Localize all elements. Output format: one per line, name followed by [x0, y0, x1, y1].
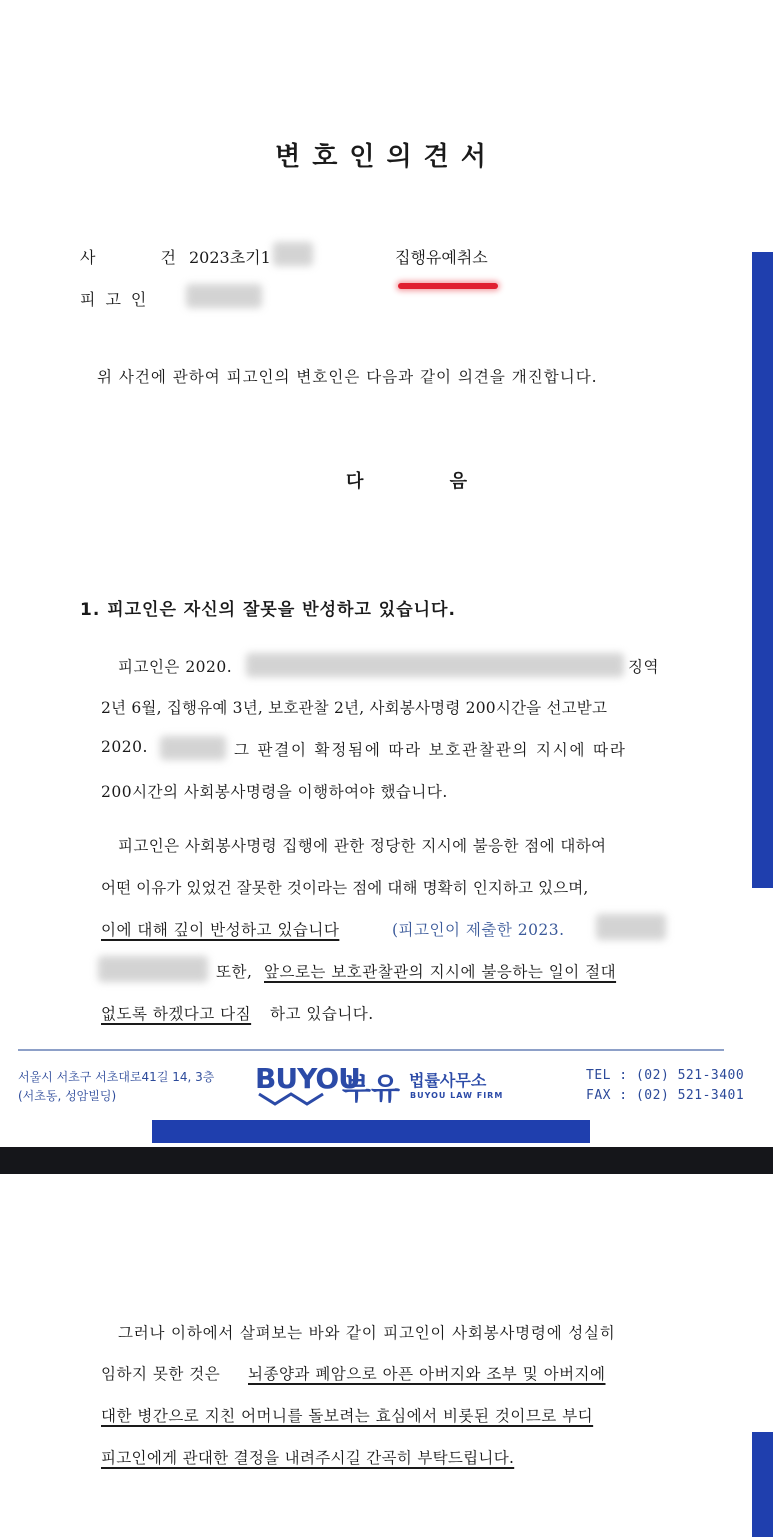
redaction-blur	[98, 956, 208, 982]
case-type: 집행유예취소	[395, 248, 488, 267]
next-heading: 다 음	[345, 471, 508, 492]
footer-rule	[18, 1049, 724, 1051]
case-label: 사 건	[80, 248, 206, 267]
logo-swoosh-icon	[257, 1092, 327, 1106]
p2-line5b: 하고 있습니다.	[270, 1005, 374, 1023]
p2-line4b: 앞으로는 보호관찰관의 지시에 불응하는 일이 절대	[264, 963, 617, 981]
p3-line2a: 임하지 못한 것은	[101, 1365, 221, 1383]
footer-fax: FAX : (02) 521-3401	[586, 1088, 745, 1103]
page-divider	[0, 1147, 773, 1174]
footer-tel: TEL : (02) 521-3400	[586, 1068, 745, 1083]
intro-sentence: 위 사건에 관하여 피고인의 변호인은 다음과 같이 의견을 개진합니다.	[97, 368, 598, 386]
logo-korean: 부유	[342, 1072, 400, 1107]
redaction-blur	[160, 736, 226, 760]
redaction-blur	[246, 653, 624, 677]
p1-line1b: 징역	[628, 658, 659, 676]
side-blue-bar	[752, 252, 773, 888]
redaction-blur	[596, 914, 666, 940]
logo-latin-text: BUYOU	[255, 1062, 360, 1095]
p2-line1: 피고인은 사회봉사명령 집행에 관한 정당한 지시에 불응한 점에 대하여	[118, 837, 607, 855]
redaction-blur	[273, 242, 313, 266]
document-title: 변호인의견서	[275, 142, 498, 172]
footer-blue-band	[152, 1120, 590, 1143]
red-highlight-mark	[398, 283, 498, 289]
p3-line4: 피고인에게 관대한 결정을 내려주시길 간곡히 부탁드립니다.	[101, 1449, 515, 1467]
section-heading: 1. 피고인은 자신의 잘못을 반성하고 있습니다.	[80, 600, 456, 620]
redaction-blur	[186, 284, 262, 308]
p2-line3a: 이에 대해 깊이 반성하고 있습니다	[101, 921, 340, 939]
p1-line3a: 2020.	[101, 738, 148, 756]
p1-line3b: 그 판결이 확정됨에 따라 보호관찰관의 지시에 따라	[234, 741, 627, 759]
footer-address2: (서초동, 성암빌딩)	[18, 1089, 117, 1103]
p2-line2: 어떤 이유가 있었건 잘못한 것이라는 점에 대해 명확히 인지하고 있으며,	[101, 879, 589, 897]
footer-address1: 서울시 서초구 서초대로41길 14, 3층	[18, 1070, 215, 1084]
p3-line2b: 뇌종양과 폐암으로 아픈 아버지와 조부 및 아버지에	[248, 1365, 606, 1383]
p2-line3b: (피고인이 제출한 2023.	[392, 921, 565, 939]
p1-line2: 2년 6월, 집행유예 3년, 보호관찰 2년, 사회봉사명령 200시간을 선고받고	[101, 699, 608, 717]
side-blue-bar-lower	[752, 1432, 773, 1537]
p3-line3: 대한 병간으로 지친 어머니를 돌보려는 효심에서 비롯된 것이므로 부디	[101, 1407, 594, 1425]
p2-line4a: 또한,	[216, 963, 253, 981]
defendant-label: 피고인	[80, 290, 157, 309]
p1-line4: 200시간의 사회봉사명령을 이행하여야 했습니다.	[101, 783, 448, 801]
logo-subtitle: 법률사무소	[409, 1071, 487, 1090]
case-number: 2023초기1	[189, 248, 271, 267]
logo-english: BUYOU LAW FIRM	[410, 1091, 504, 1100]
p1-line1a: 피고인은 2020.	[118, 658, 233, 676]
p2-line5a: 없도록 하겠다고 다짐	[101, 1005, 252, 1023]
p3-line1: 그러나 이하에서 살펴보는 바와 같이 피고인이 사회봉사명령에 성실히	[118, 1324, 616, 1342]
